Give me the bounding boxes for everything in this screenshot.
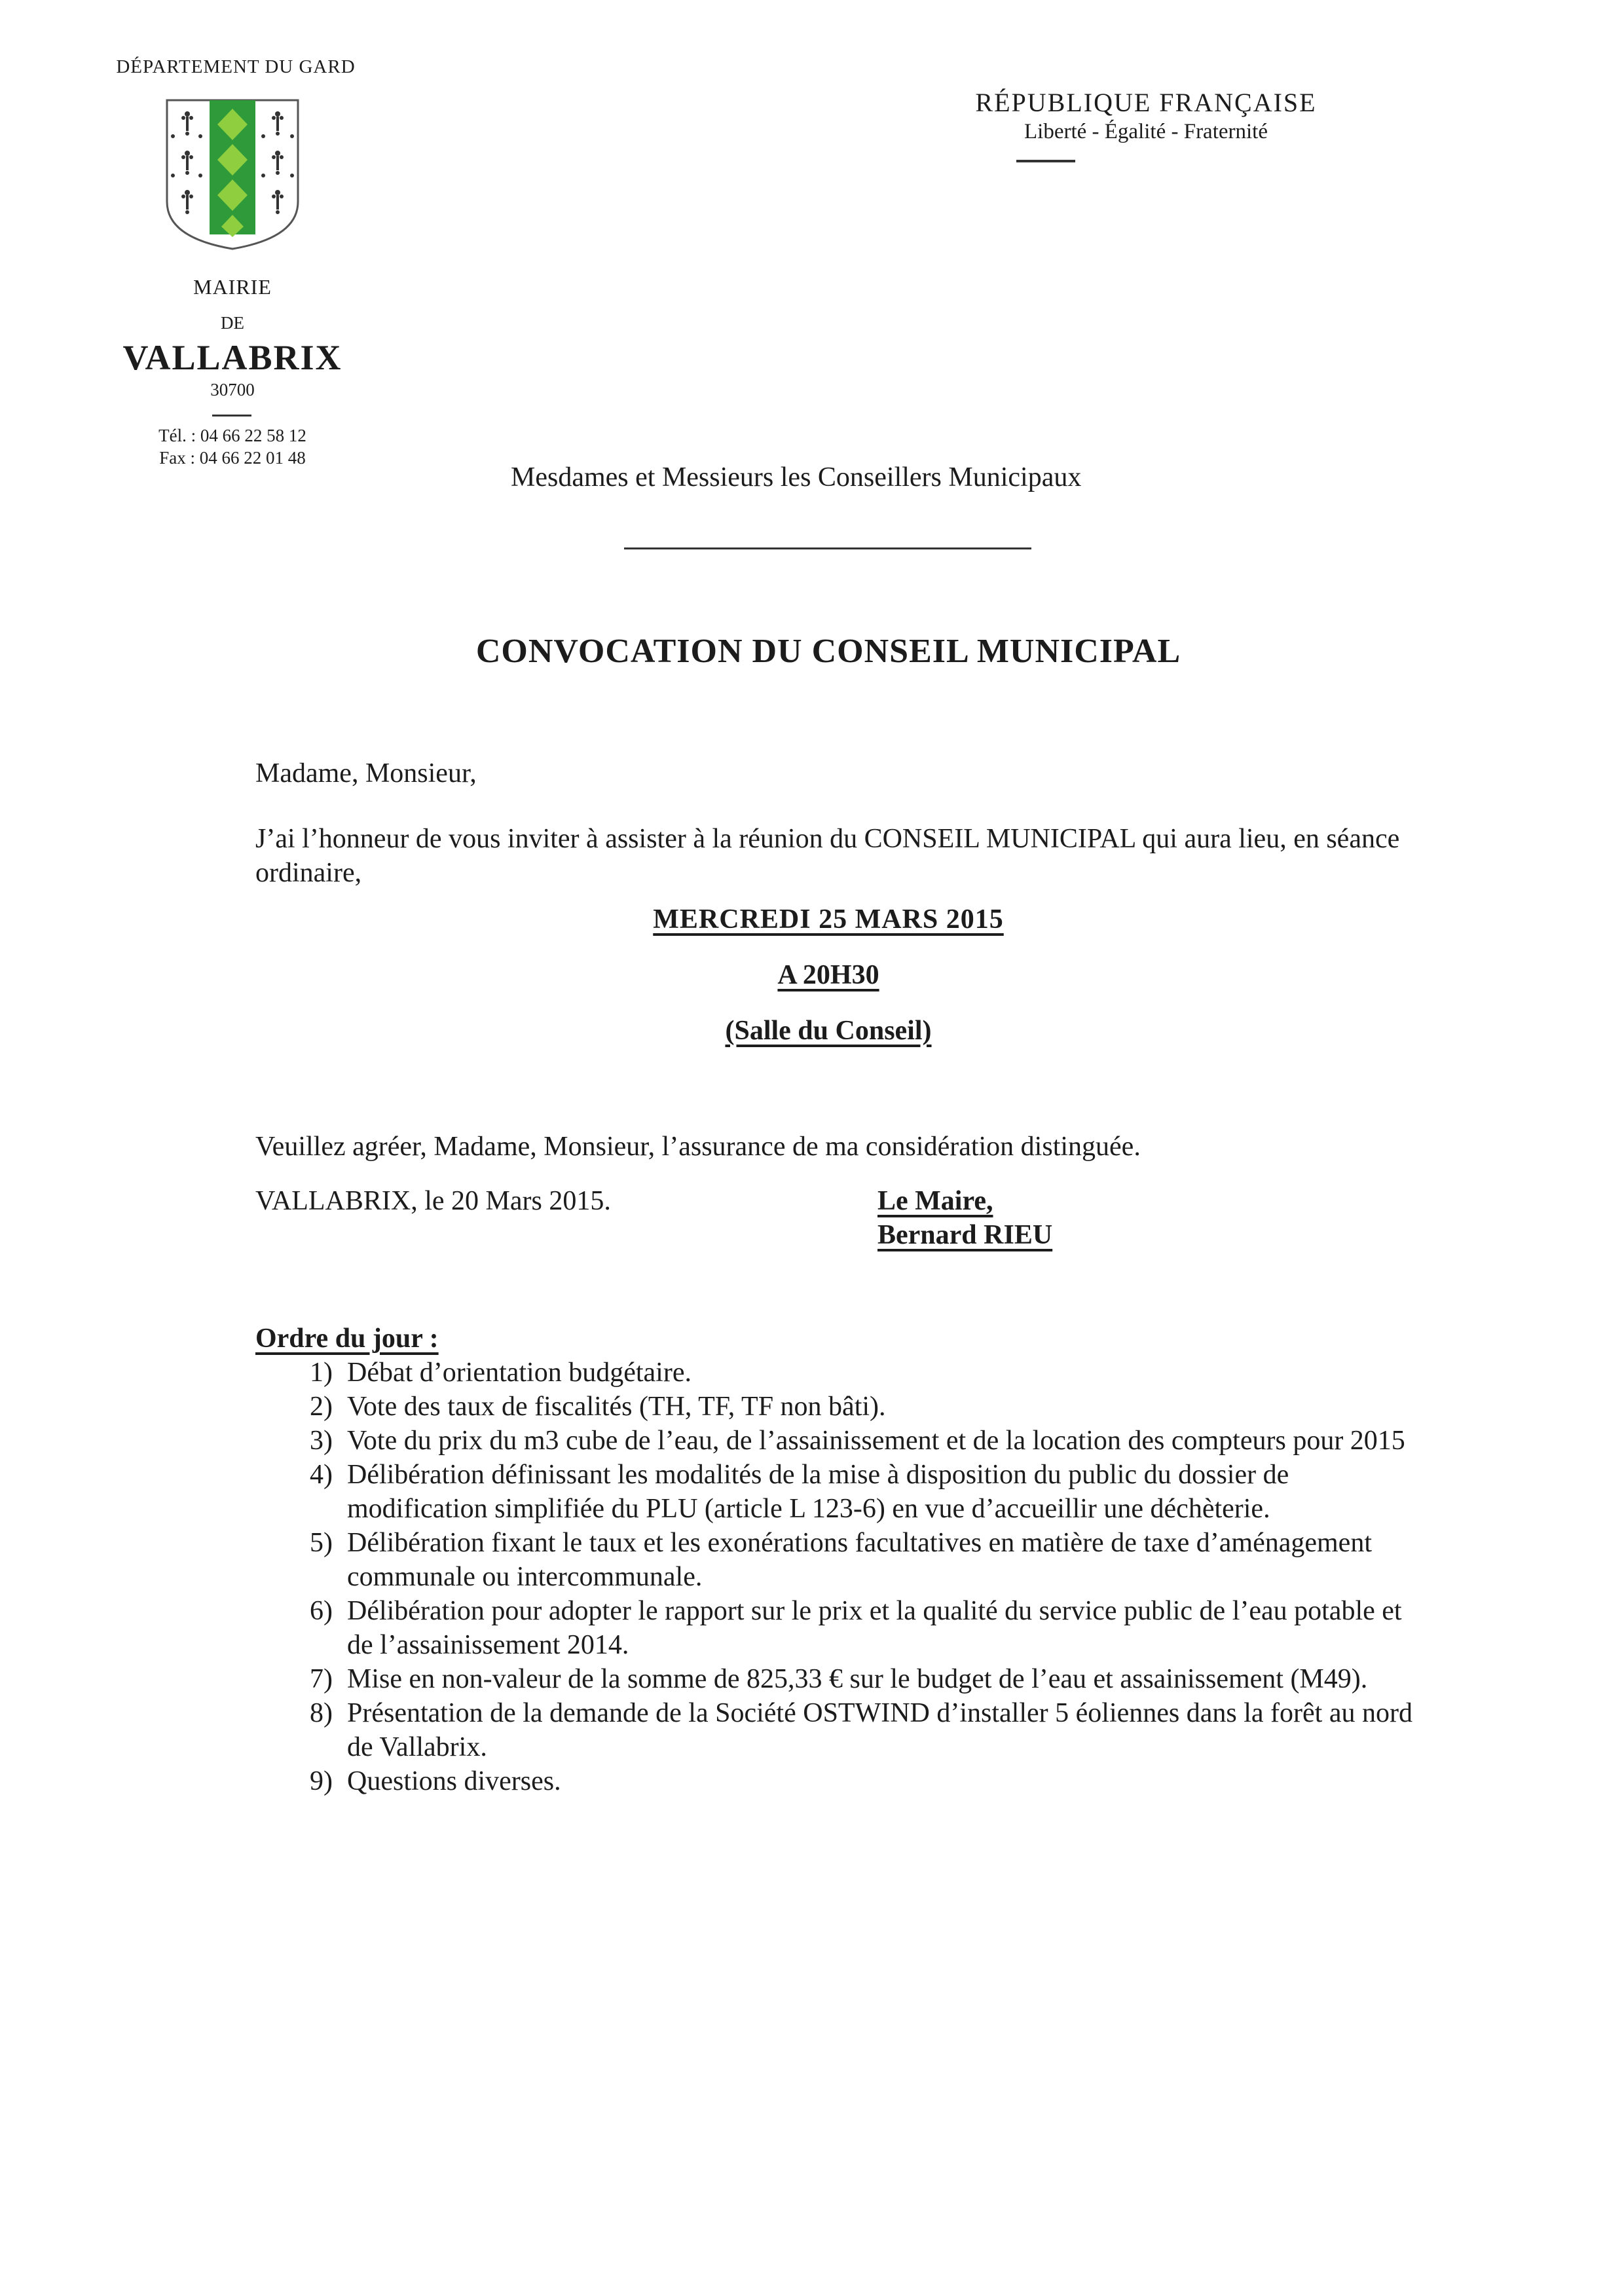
- list-item: [255, 1424, 1434, 1458]
- list-item: [255, 1390, 1434, 1424]
- item-text: Mise en non-valeur de la somme de 825,33 € sur le budget de l’eau et assainissement (M49).: [347, 1664, 1368, 1694]
- item-number: 9): [310, 1766, 333, 1796]
- coat-of-arms-icon: [164, 97, 301, 251]
- item-number: 8): [310, 1698, 333, 1728]
- divider: [624, 547, 1031, 549]
- list-item: [255, 1594, 1434, 1662]
- meeting-room: (Salle du Conseil): [725, 1016, 932, 1046]
- fax-number: Fax : 04 66 22 01 48: [159, 448, 306, 468]
- item-text: Vote du prix du m3 cube de l’eau, de l’assainissement et de la location des compteurs pour 2015: [347, 1426, 1405, 1456]
- list-item: [255, 1356, 1434, 1390]
- item-number: 7): [310, 1664, 333, 1694]
- item-number: 4): [310, 1460, 333, 1490]
- item-text: Délibération définissant les modalités de la mise à disposition du public du dossier de modification simplifiée du PLU (article L 123-6) en vue d’accueillir une déchèterie.: [347, 1460, 1289, 1524]
- item-text: Vote des taux de fiscalités (TH, TF, TF non bâti).: [347, 1392, 886, 1422]
- commune-name: VALLABRIX: [122, 338, 342, 377]
- item-number: 2): [310, 1392, 333, 1422]
- item-text: Questions diverses.: [347, 1766, 561, 1796]
- signatory-title: Le Maire,: [877, 1186, 993, 1216]
- list-item: [255, 1458, 1434, 1526]
- item-text: Débat d’orientation budgétaire.: [347, 1358, 692, 1388]
- item-text: Présentation de la demande de la Société OSTWIND d’installer 5 éoliennes dans la forêt au nord de Vallabrix.: [347, 1698, 1412, 1762]
- meeting-date: MERCREDI 25 MARS 2015: [653, 904, 1004, 935]
- item-text: Délibération pour adopter le rapport sur le prix et la qualité du service public de l’eau potable et de l’assainissement 2014.: [347, 1596, 1402, 1660]
- list-item: [255, 1696, 1434, 1764]
- postal-code: 30700: [210, 380, 255, 399]
- mairie-label: MAIRIE: [193, 275, 272, 299]
- item-number: 6): [310, 1596, 333, 1626]
- agenda-title: Ordre du jour :: [255, 1324, 439, 1354]
- closing-formula: Veuillez agréer, Madame, Monsieur, l’assurance de ma considération distinguée.: [255, 1132, 1141, 1162]
- item-number: 5): [310, 1528, 333, 1558]
- item-number: 1): [310, 1358, 333, 1388]
- invitation-paragraph: J’ai l’honneur de vous inviter à assister à la réunion du CONSEIL MUNICIPAL qui aura lieu, en séance ordinaire,: [255, 824, 1400, 888]
- document-title: CONVOCATION DU CONSEIL MUNICIPAL: [475, 633, 1181, 670]
- de-label: DE: [221, 313, 244, 333]
- meeting-time: A 20H30: [777, 960, 879, 990]
- list-item: [255, 1764, 1434, 1798]
- list-item: [255, 1526, 1434, 1594]
- item-text: Délibération fixant le taux et les exonérations facultatives en matière de taxe d’aménagement communale ou intercommunale.: [347, 1528, 1372, 1592]
- place-and-date: VALLABRIX, le 20 Mars 2015.: [255, 1186, 611, 1216]
- signatory-name: Bernard RIEU: [877, 1220, 1053, 1250]
- phone-number: Tél. : 04 66 22 58 12: [158, 426, 306, 445]
- divider: [1016, 160, 1075, 162]
- salutation: Madame, Monsieur,: [255, 758, 477, 788]
- recipients: Mesdames et Messieurs les Conseillers Municipaux: [511, 462, 1082, 492]
- divider: [212, 415, 251, 417]
- department-label: DÉPARTEMENT DU GARD: [116, 56, 356, 77]
- national-motto: Liberté - Égalité - Fraternité: [1024, 120, 1268, 143]
- republic-label: RÉPUBLIQUE FRANÇAISE: [975, 88, 1317, 117]
- agenda-list: [255, 1356, 1434, 1798]
- item-number: 3): [310, 1426, 333, 1456]
- list-item: [255, 1662, 1434, 1696]
